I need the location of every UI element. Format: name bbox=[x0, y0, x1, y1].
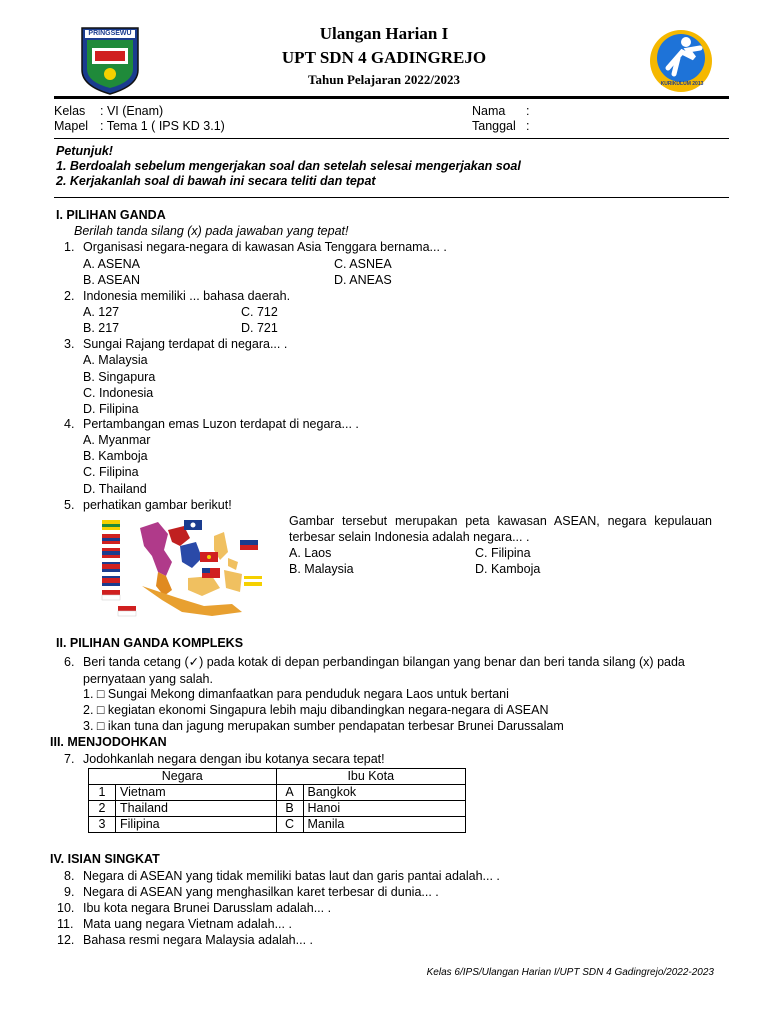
country-cell: Vietnam bbox=[116, 785, 277, 801]
section-heading: III. MENJODOHKAN bbox=[50, 735, 167, 749]
option-b: B. Singapura bbox=[83, 370, 156, 384]
country-cell: Thailand bbox=[116, 801, 277, 817]
question-number: 10. bbox=[57, 901, 75, 915]
row-letter: C bbox=[276, 817, 303, 833]
section-heading: IV. ISIAN SINGKAT bbox=[50, 852, 160, 866]
exam-title: Ulangan Harian I bbox=[319, 24, 449, 43]
table-row bbox=[89, 785, 466, 801]
option-d: D. 721 bbox=[241, 321, 278, 335]
academic-year: Tahun Pelajaran 2022/2023 bbox=[308, 72, 460, 87]
instructions-title: Petunjuk! bbox=[56, 144, 113, 158]
question-number: 4. bbox=[64, 417, 75, 431]
option-c: C. Indonesia bbox=[83, 386, 154, 400]
option-b: B. 217 bbox=[83, 321, 120, 335]
mapel-label: Mapel bbox=[54, 119, 89, 133]
capital-cell: Bangkok bbox=[303, 785, 466, 801]
tanggal-value: : bbox=[526, 119, 530, 133]
option-c: C. Filipina bbox=[475, 546, 531, 560]
row-number: 3 bbox=[89, 817, 116, 833]
statement-item: 2. □ kegiatan ekonomi Singapura lebih maju dibandingkan negara-negara di ASEAN bbox=[83, 703, 549, 717]
option-b: B. ASEAN bbox=[83, 273, 140, 287]
question-number: 1. bbox=[64, 240, 75, 254]
question-text: Jodohkanlah negara dengan ibu kotanya secara tepat! bbox=[83, 752, 385, 766]
asean-map-image bbox=[92, 516, 270, 624]
question-text: Mata uang negara Vietnam adalah... . bbox=[83, 917, 292, 931]
section-heading: II. PILIHAN GANDA KOMPLEKS bbox=[56, 636, 244, 650]
table-row bbox=[89, 801, 466, 817]
question-number: 11. bbox=[57, 917, 74, 931]
mapel-value: : Tema 1 ( IPS KD 3.1) bbox=[100, 119, 225, 133]
question-description: Gambar tersebut merupakan peta kawasan ASEAN, negara kepulauan terbesar selain Indonesia adalah negara... . bbox=[289, 514, 712, 544]
row-letter: A bbox=[276, 785, 303, 801]
header-divider bbox=[54, 96, 729, 99]
option-d: D. Filipina bbox=[83, 402, 139, 416]
info-divider bbox=[54, 138, 729, 139]
question-text: perhatikan gambar berikut! bbox=[83, 498, 232, 512]
option-a: A. Laos bbox=[289, 546, 332, 560]
option-c: C. Filipina bbox=[83, 465, 139, 479]
option-a: A. Malaysia bbox=[83, 353, 148, 367]
row-letter: B bbox=[276, 801, 303, 817]
kurikulum-logo-text: KURIKULUM 2013 bbox=[660, 81, 704, 87]
row-number: 1 bbox=[89, 785, 116, 801]
question-text: Sungai Rajang terdapat di negara... . bbox=[83, 337, 288, 351]
question-text: Beri tanda cetang (✓) pada kotak di depan perbandingan bilangan yang benar dan beri tanda silang (x) pada bbox=[83, 655, 685, 669]
table-header-negara: Negara bbox=[89, 769, 277, 785]
table-header-ibu-kota: Ibu Kota bbox=[276, 769, 466, 785]
section-instruction: Berilah tanda silang (x) pada jawaban yang tepat! bbox=[74, 224, 349, 238]
question-text: Negara di ASEAN yang menghasilkan karet terbesar di dunia... . bbox=[83, 885, 439, 899]
option-b: B. Kamboja bbox=[83, 449, 148, 463]
instructions-divider bbox=[54, 197, 729, 198]
option-b: B. Malaysia bbox=[289, 562, 354, 576]
option-c: C. ASNEA bbox=[334, 257, 392, 271]
question-text: Bahasa resmi negara Malaysia adalah... . bbox=[83, 933, 313, 947]
kelas-value: : VI (Enam) bbox=[100, 104, 164, 118]
option-d: D. ANEAS bbox=[334, 273, 392, 287]
instruction-item: 1. Berdoalah sebelum mengerjakan soal dan setelah selesai mengerjakan soal bbox=[56, 159, 521, 173]
question-number: 9. bbox=[64, 885, 75, 899]
option-a: A. Myanmar bbox=[83, 433, 151, 447]
question-text: Ibu kota negara Brunei Darusslam adalah... . bbox=[83, 901, 332, 915]
question-number: 12. bbox=[57, 933, 75, 947]
nama-value: : bbox=[526, 104, 530, 118]
question-number: 8. bbox=[64, 869, 75, 883]
question-number: 2. bbox=[64, 289, 75, 303]
capital-cell: Manila bbox=[303, 817, 466, 833]
country-cell: Filipina bbox=[116, 817, 277, 833]
statement-item: 3. □ ikan tuna dan jagung merupakan sumber pendapatan terbesar Brunei Darussalam bbox=[83, 719, 564, 733]
question-text: Indonesia memiliki ... bahasa daerah. bbox=[83, 289, 291, 303]
option-a: A. ASENA bbox=[83, 257, 140, 271]
kelas-label: Kelas bbox=[54, 104, 86, 118]
page-footer: Kelas 6/IPS/Ulangan Harian I/UPT SDN 4 Gadingrejo/2022-2023 bbox=[426, 967, 714, 978]
table-header-row bbox=[89, 769, 466, 785]
pringsewu-logo-text: PRINGSEWU bbox=[88, 30, 132, 37]
nama-label: Nama bbox=[472, 104, 506, 118]
matching-table bbox=[88, 768, 466, 833]
instruction-item: 2. Kerjakanlah soal di bawah ini secara teliti dan tepat bbox=[56, 174, 376, 188]
question-number: 6. bbox=[64, 655, 75, 669]
question-text: Negara di ASEAN yang tidak memiliki batas laut dan garis pantai adalah... . bbox=[83, 869, 500, 883]
question-number: 7. bbox=[64, 752, 75, 766]
statement-item: 1. □ Sungai Mekong dimanfaatkan para penduduk negara Laos untuk bertani bbox=[83, 687, 509, 701]
option-a: A. 127 bbox=[83, 305, 120, 319]
question-number: 5. bbox=[64, 498, 75, 512]
option-d: D. Thailand bbox=[83, 482, 147, 496]
section-heading: I. PILIHAN GANDA bbox=[56, 208, 166, 222]
option-c: C. 712 bbox=[241, 305, 278, 319]
capital-cell: Hanoi bbox=[303, 801, 466, 817]
school-name: UPT SDN 4 GADINGREJO bbox=[281, 48, 487, 67]
question-text: Pertambangan emas Luzon terdapat di negara... . bbox=[83, 417, 359, 431]
table-row bbox=[89, 817, 466, 833]
question-number: 3. bbox=[64, 337, 75, 351]
question-text-cont: pernyataan yang salah. bbox=[83, 672, 213, 686]
row-number: 2 bbox=[89, 801, 116, 817]
question-text: Organisasi negara-negara di kawasan Asia Tenggara bernama... . bbox=[83, 240, 447, 254]
option-d: D. Kamboja bbox=[475, 562, 541, 576]
tanggal-label: Tanggal bbox=[472, 119, 516, 133]
